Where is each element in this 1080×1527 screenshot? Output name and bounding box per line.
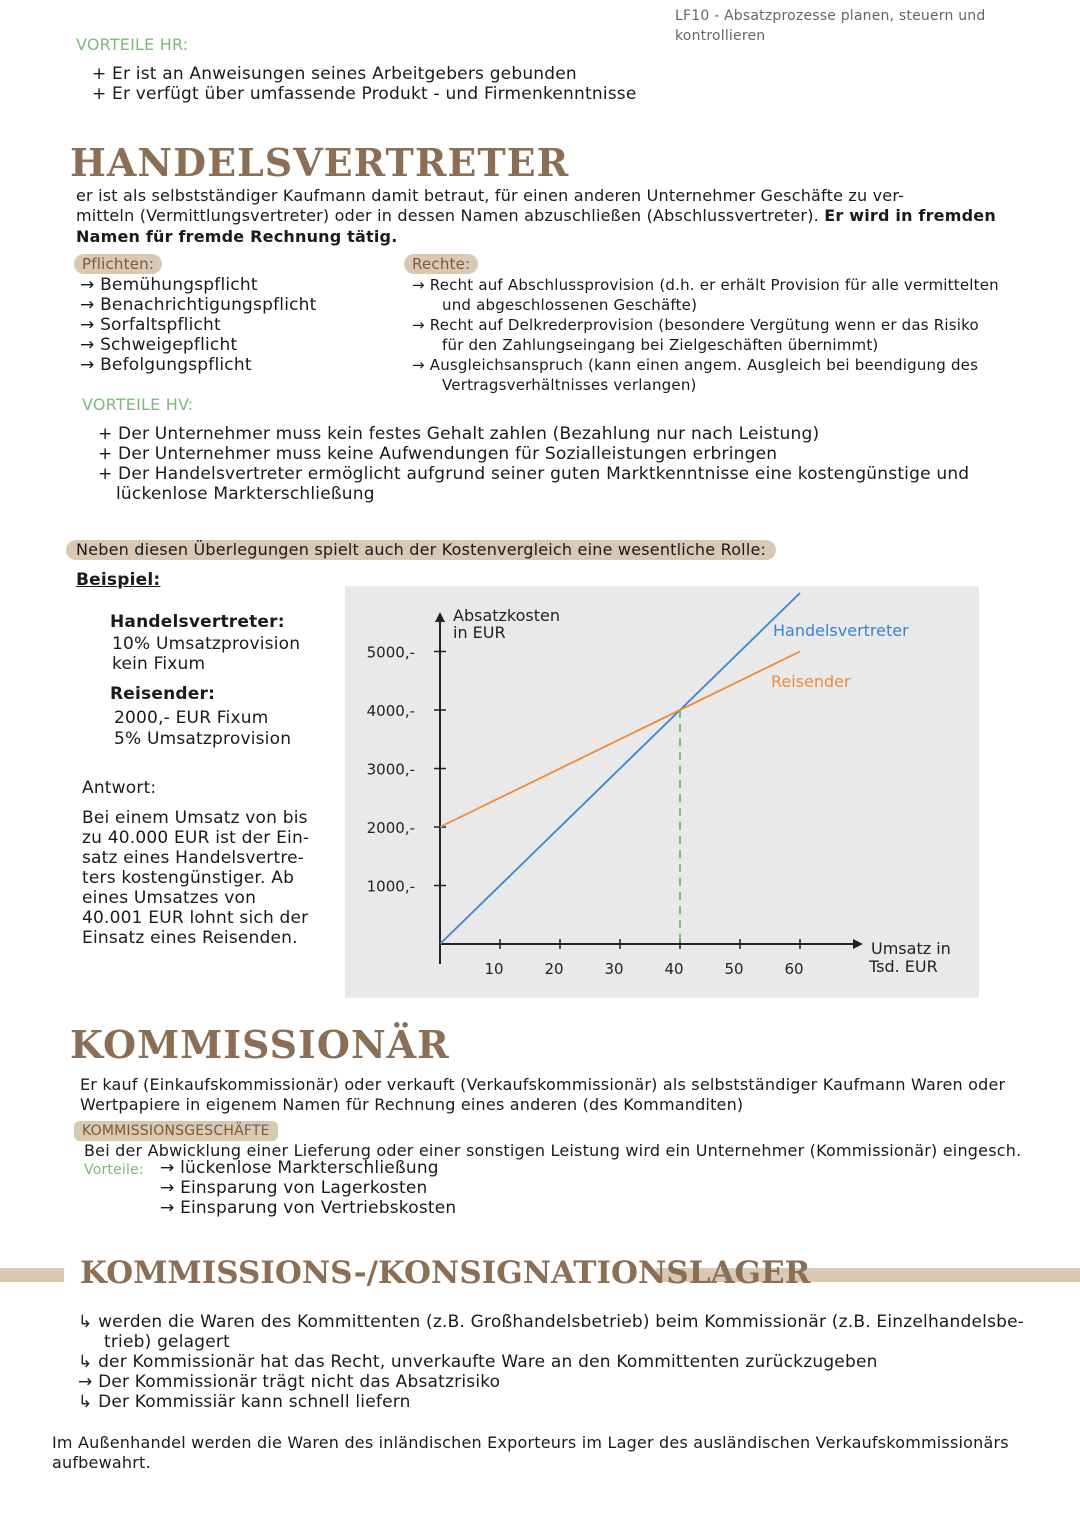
antwort-label: Antwort:: [82, 778, 157, 798]
lager-item-cont: trieb) gelagert: [104, 1332, 230, 1352]
vorteile-hv-list: [98, 424, 969, 504]
lager-item: ↳ der Kommissionär hat das Recht, unverkaufte Ware an den Kommittenten zurückzugeben: [78, 1352, 878, 1372]
kommissionaer-vorteil-text: Einsparung von Vertriebskosten: [180, 1198, 457, 1218]
vorteile-hr-heading: VORTEILE HR:: [76, 35, 189, 54]
x-tick-label: 20: [544, 960, 564, 978]
pflicht-text: Sorfaltspflicht: [100, 315, 221, 335]
antwort-line: zu 40.000 EUR ist der Ein-: [82, 828, 310, 848]
kommissionaer-vorteile-label: Vorteile:: [84, 1162, 144, 1178]
x-axis-label: Umsatz in: [871, 939, 951, 958]
recht-text: Ausgleichsanspruch (kann einen angem. Ausgleich bei beendigung des: [429, 356, 979, 374]
kommissionsgeschaefte-text: Bei der Abwicklung einer Lieferung oder einer sonstigen Leistung wird ein Unternehmer (Kommissionär) eingesch.: [84, 1141, 1022, 1160]
reisender-example-title: Reisender:: [110, 684, 216, 704]
y-axis-label-unit: in EUR: [453, 623, 506, 642]
pflicht-text: Schweigepflicht: [100, 335, 238, 355]
kommissionsgeschaefte-label: KOMMISSIONSGESCHÄFTE: [74, 1121, 278, 1141]
vorteile-hr-item: + Er verfügt über umfassende Produkt - und Firmenkenntnisse: [92, 84, 637, 104]
lager-text: Der Kommissiär kann schnell liefern: [98, 1392, 411, 1412]
kommissionaer-vorteile-list: [160, 1158, 456, 1218]
antwort-line: 40.001 EUR lohnt sich der: [82, 908, 309, 928]
hv-example-title: Handelsvertreter:: [110, 612, 285, 632]
y-axis-label: Absatzkosten: [453, 606, 560, 625]
kostenvergleich-intro: Neben diesen Überlegungen spielt auch der Kostenvergleich eine wesentliche Rolle:: [66, 540, 776, 560]
aussenhandel-line: aufbewahrt.: [52, 1453, 151, 1472]
pflicht-item: → Benachrichtigungspflicht: [80, 295, 317, 315]
y-tick-label: 4000,-: [366, 702, 415, 720]
pflicht-item: → Sorfaltspflicht: [80, 315, 221, 335]
pflicht-text: Befolgungspflicht: [100, 355, 252, 375]
pflichten-label: Pflichten:: [74, 254, 162, 274]
kommissionaer-vorteil-item: → lückenlose Markterschließung: [160, 1158, 439, 1178]
hv-example-line: 10% Umsatzprovision: [112, 634, 301, 654]
cost-comparison-chart: [345, 586, 979, 998]
recht-item-cont: und abgeschlossenen Geschäfte): [442, 296, 698, 314]
pflicht-item: → Schweigepflicht: [80, 335, 238, 355]
kommissionaer-definition-line: Wertpapiere in eigenem Namen für Rechnung eines anderen (des Kommanditen): [80, 1095, 744, 1114]
kommissionaer-vorteil-text: lückenlose Markterschließung: [180, 1158, 439, 1178]
recht-item-cont: für den Zahlungseingang bei Zielgeschäften übernimmt): [442, 336, 879, 354]
pflicht-item: → Bemühungspflicht: [80, 275, 258, 295]
legend-handelsvertreter: Handelsvertreter: [773, 621, 909, 640]
section-title-lager: KOMMISSIONS-/KONSIGNATIONSLAGER: [80, 1255, 811, 1291]
reisender-example-line: 5% Umsatzprovision: [114, 729, 292, 749]
pflicht-text: Benachrichtigungspflicht: [100, 295, 317, 315]
y-tick-label: 5000,-: [366, 643, 415, 662]
lager-item: ↳ Der Kommissiär kann schnell liefern: [78, 1392, 411, 1412]
hv-definition-line: [76, 206, 996, 226]
x-tick-label: 10: [484, 960, 504, 978]
lager-item: → Der Kommissionär trägt nicht das Absatzrisiko: [78, 1372, 501, 1392]
pflicht-item: → Befolgungspflicht: [80, 355, 252, 375]
antwort-line: Einsatz eines Reisenden.: [82, 928, 298, 948]
recht-item: → Recht auf Abschlussprovision (d.h. er erhält Provision für alle vermittelten: [412, 276, 999, 294]
recht-text: Recht auf Delkrederprovision (besondere Vergütung wenn er das Risiko: [429, 316, 979, 334]
kommissionaer-vorteil-text: Einsparung von Lagerkosten: [180, 1178, 428, 1198]
lager-text: der Kommissionär hat das Recht, unverkaufte Ware an den Kommittenten zurückzugeben: [98, 1352, 878, 1372]
lager-text: werden die Waren des Kommittenten (z.B. Großhandelsbetrieb) beim Kommissionär (z.B. Einzelhandelsbe-: [98, 1312, 1025, 1332]
legend-reisender: Reisender: [771, 672, 851, 691]
y-tick-label: 2000,-: [366, 819, 415, 837]
y-tick-label: 1000,-: [366, 877, 415, 896]
antwort-line: satz eines Handelsvertre-: [82, 848, 305, 868]
x-tick-label: 50: [724, 960, 744, 978]
lager-item: ↳ werden die Waren des Kommittenten (z.B. Großhandelsbetrieb) beim Kommissionär (z.B. Einzelhandelsbe-: [78, 1312, 1025, 1332]
hv-definition-line: Namen für fremde Rechnung tätig.: [76, 227, 398, 246]
hv-example-line: kein Fixum: [112, 654, 206, 674]
vorteile-hv-heading: VORTEILE HV:: [82, 395, 194, 414]
hv-definition-bold: Er wird in fremden: [824, 206, 996, 225]
antwort-line: Bei einem Umsatz von bis: [82, 808, 308, 828]
vorteil-hv-item: + Der Unternehmer muss keine Aufwendungen für Sozialleistungen erbringen: [98, 444, 778, 464]
x-tick-label: 60: [784, 960, 804, 978]
x-tick-label: 30: [604, 960, 624, 978]
rechte-label: Rechte:: [404, 254, 478, 274]
antwort-text: [82, 808, 309, 948]
lager-text: Der Kommissionär trägt nicht das Absatzrisiko: [98, 1372, 501, 1392]
hv-definition-text: mitteln (Vermittlungsvertreter) oder in dessen Namen abzuschließen (Abschlussvertreter).: [76, 206, 819, 225]
vorteile-hr-item: + Er ist an Anweisungen seines Arbeitgebers gebunden: [92, 64, 577, 84]
antwort-line: ters kostengünstiger. Ab: [82, 868, 295, 888]
y-tick-label: 3000,-: [366, 760, 415, 779]
aussenhandel-line: Im Außenhandel werden die Waren des inländischen Exporteurs im Lager des ausländischen Verkaufskommissionärs: [52, 1433, 1009, 1452]
antwort-line: eines Umsatzes von: [82, 888, 257, 908]
hv-definition-line: er ist als selbstständiger Kaufmann damit betraut, für einen anderen Unternehmer Geschäfte zu ver-: [76, 186, 905, 205]
vorteil-hv-item: + Der Unternehmer muss kein festes Gehalt zahlen (Bezahlung nur nach Leistung): [98, 424, 820, 444]
rechte-list: [412, 275, 999, 395]
kommissionaer-vorteil-item: → Einsparung von Lagerkosten: [160, 1178, 428, 1198]
recht-text: Recht auf Abschlussprovision (d.h. er erhält Provision für alle vermittelten: [429, 276, 999, 294]
reisender-example-line: 2000,- EUR Fixum: [114, 708, 269, 728]
recht-item: → Ausgleichsanspruch (kann einen angem. Ausgleich bei beendigung des: [412, 356, 979, 374]
kommissionaer-vorteil-item: → Einsparung von Vertriebskosten: [160, 1198, 457, 1218]
vorteil-hv-item: + Der Handelsvertreter ermöglicht aufgrund seiner guten Marktkenntnisse eine kostengünstige und: [98, 464, 970, 484]
x-tick-label: 40: [664, 960, 684, 978]
section-title-handelsvertreter: HANDELSVERTRETER: [70, 140, 570, 185]
kommissionaer-definition-line: Er kauf (Einkaufskommissionär) oder verkauft (Verkaufskommissionär) als selbstständiger Kaufmann Waren oder: [80, 1075, 1006, 1094]
recht-item: → Recht auf Delkrederprovision (besondere Vergütung wenn er das Risiko: [412, 316, 979, 334]
page-header: LF10 - Absatzprozesse planen, steuern und kontrollieren: [675, 8, 986, 44]
pflichten-list: [80, 275, 317, 375]
pflicht-text: Bemühungspflicht: [100, 275, 258, 295]
beispiel-label: Beispiel:: [76, 570, 161, 590]
section-title-kommissionaer: KOMMISSIONÄR: [70, 1022, 450, 1067]
recht-item-cont: Vertragsverhältnisses verlangen): [442, 376, 697, 394]
vorteil-hv-item-cont: lückenlose Markterschließung: [116, 484, 375, 504]
x-axis-label-unit: Tsd. EUR: [869, 957, 938, 976]
lager-list: [78, 1312, 1024, 1412]
